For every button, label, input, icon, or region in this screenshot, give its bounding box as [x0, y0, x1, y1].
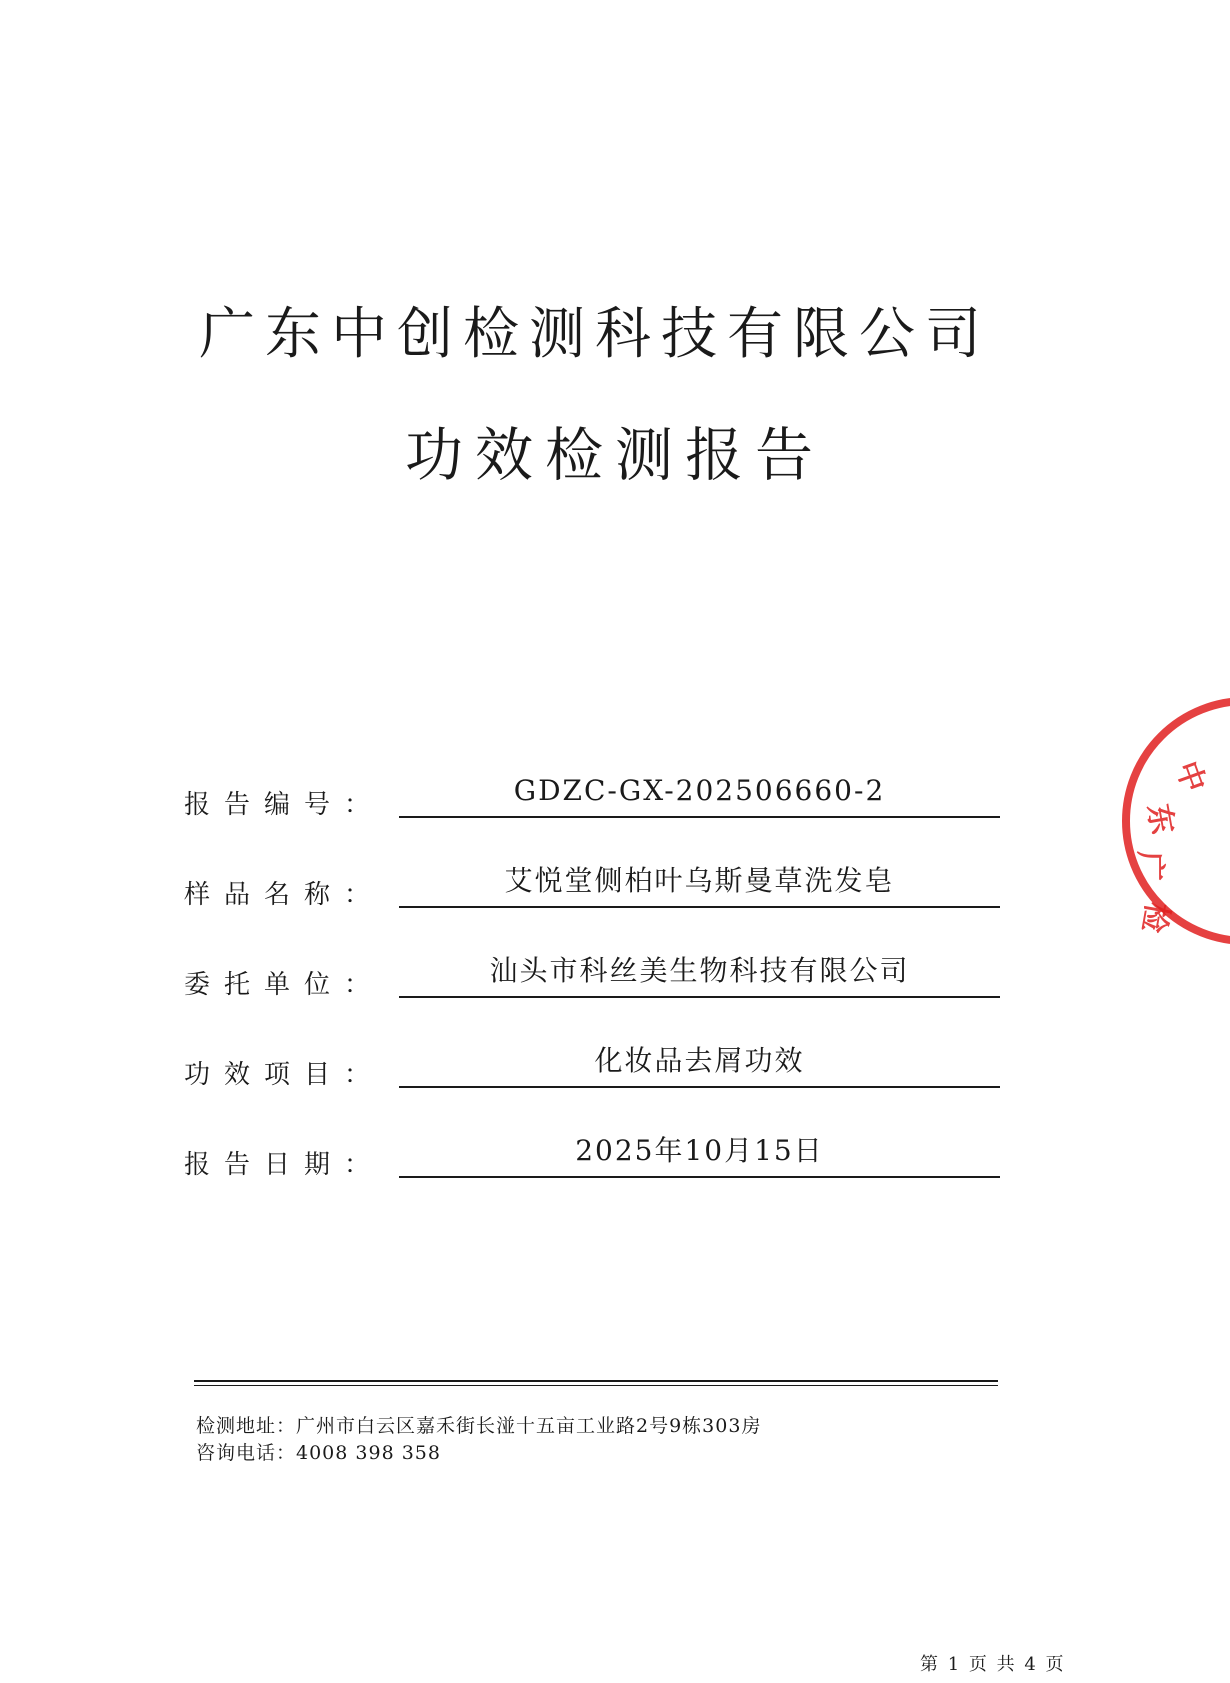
- footer-address: 检测地址：广州市白云区嘉禾街长湴十五亩工业路2号9栋303房: [196, 1415, 762, 1437]
- svg-text:检: 检: [1134, 899, 1175, 936]
- report-title: 功效检测报告: [404, 421, 825, 489]
- field-report-number: [184, 760, 1000, 820]
- page-number: 第 1 页 共 4 页: [920, 1654, 1066, 1675]
- client-label: 委托单位：: [184, 970, 385, 1000]
- field-sample-name: [184, 850, 1000, 910]
- efficacy-item-value: 化妆品去屑功效: [399, 1038, 1000, 1088]
- svg-text:中: 中: [1168, 756, 1212, 797]
- footer-divider-thin: [194, 1385, 998, 1386]
- report-date-value: 2025年10月15日: [399, 1128, 1000, 1178]
- footer-phone: 咨询电话：4008 398 358: [196, 1442, 441, 1464]
- report-number-label: 报告编号：: [184, 790, 385, 820]
- efficacy-item-label: 功效项目：: [184, 1060, 385, 1090]
- client-value: 汕头市科丝美生物科技有限公司: [399, 948, 1000, 998]
- report-number-value: GDZC-GX-202506660-2: [399, 768, 1000, 818]
- sample-name-value: 艾悦堂侧柏叶乌斯曼草洗发皂: [399, 858, 1000, 908]
- company-seal-stamp: [1118, 696, 1212, 946]
- svg-text:东: 东: [1140, 801, 1180, 837]
- report-date-label: 报告日期：: [184, 1150, 385, 1180]
- field-client: [184, 940, 1000, 1000]
- field-report-date: [184, 1120, 1000, 1180]
- field-efficacy-item: [184, 1030, 1000, 1090]
- footer-divider: [194, 1380, 998, 1382]
- sample-name-label: 样品名称：: [184, 880, 385, 910]
- company-name: 广东中创检测科技有限公司: [199, 302, 991, 367]
- svg-text:广: 广: [1132, 851, 1167, 881]
